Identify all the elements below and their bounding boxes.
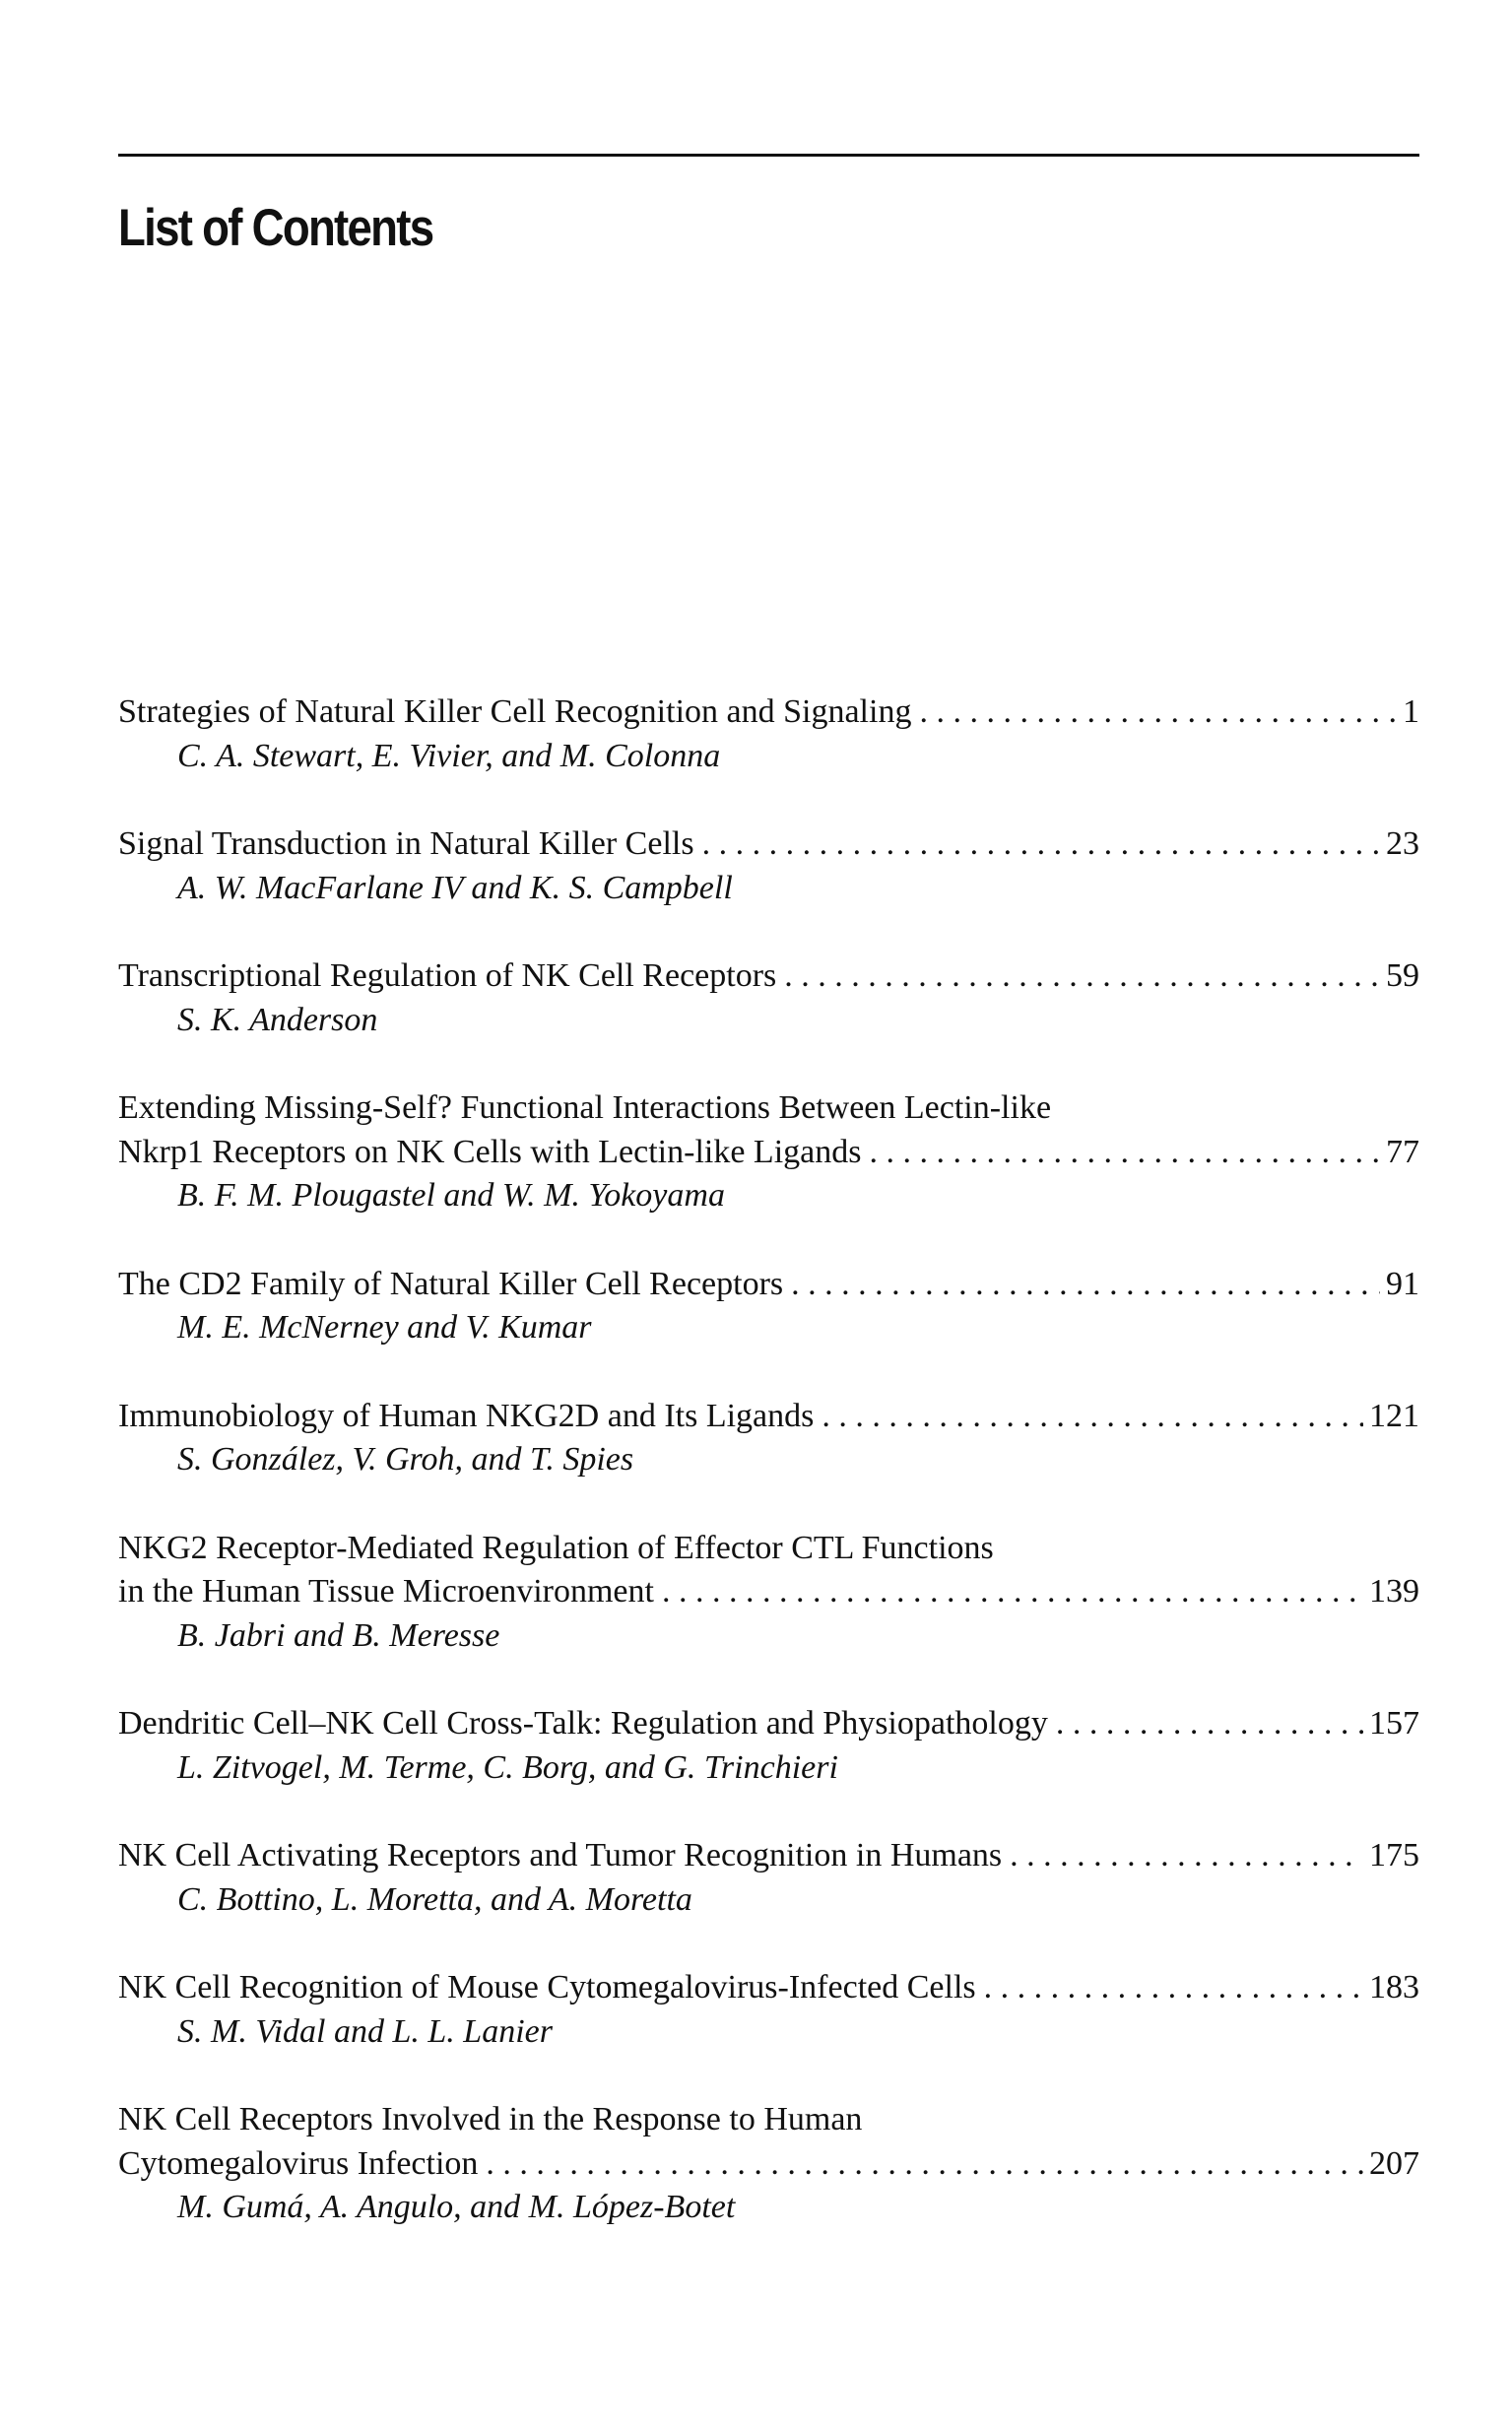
toc-entry-title-row [118, 1570, 1419, 1614]
toc-entry [118, 1966, 1419, 2054]
toc-entry-title-line: NK Cell Receptors Involved in the Response to Human [118, 2101, 863, 2137]
dot-leader [1056, 1702, 1363, 1746]
toc-entry-authors: B. F. M. Plougastel and W. M. Yokoyama [177, 1177, 725, 1214]
toc-entry [118, 1395, 1419, 1482]
toc-entry-authors: L. Zitvogel, M. Terme, C. Borg, and G. Trinchieri [177, 1748, 838, 1786]
toc-entry-title: Cytomegalovirus Infection [118, 2144, 479, 2182]
dot-leader [869, 1131, 1380, 1175]
toc-entry-title: Transcriptional Regulation of NK Cell Receptors [118, 957, 777, 994]
toc-entry-title: Signal Transduction in Natural Killer Cells [118, 825, 694, 862]
toc-entry-title-row [118, 2142, 1419, 2187]
table-of-contents [118, 690, 1419, 2274]
toc-entry [118, 1834, 1419, 1922]
toc-entry-authors: C. Bottino, L. Moretta, and A. Moretta [177, 1880, 692, 1918]
dot-leader [486, 2142, 1363, 2187]
toc-entry-page-number: 59 [1386, 957, 1419, 994]
toc-entry-page-number: 183 [1369, 1969, 1419, 2005]
toc-entry [118, 822, 1419, 910]
toc-entry-page-number: 1 [1403, 693, 1419, 730]
toc-entry-title-line: Extending Missing-Self? Functional Interactions Between Lectin-like [118, 1089, 1052, 1126]
toc-entry-page-number: 77 [1386, 1133, 1419, 1170]
toc-entry-title-row [118, 1263, 1419, 1307]
toc-entry [118, 954, 1419, 1042]
toc-entry-title-row [118, 1834, 1419, 1878]
toc-entry-title-row [118, 1131, 1419, 1175]
toc-entry-authors: A. W. MacFarlane IV and K. S. Campbell [177, 869, 733, 906]
toc-entry-title: NK Cell Activating Receptors and Tumor Recognition in Humans [118, 1837, 1003, 1873]
toc-entry-title: Strategies of Natural Killer Cell Recognition and Signaling [118, 693, 912, 730]
dot-leader [1010, 1834, 1363, 1878]
toc-entry-title: The CD2 Family of Natural Killer Cell Receptors [118, 1265, 784, 1302]
toc-entry [118, 1702, 1419, 1790]
toc-entry-authors: B. Jabri and B. Meresse [177, 1616, 500, 1654]
toc-entry [118, 1263, 1419, 1350]
dot-leader [984, 1966, 1363, 2010]
toc-entry-title-row [118, 822, 1419, 867]
toc-entry-authors: M. E. McNerney and V. Kumar [177, 1309, 592, 1346]
toc-entry-page-number: 121 [1369, 1397, 1419, 1434]
toc-entry-authors: S. González, V. Groh, and T. Spies [177, 1441, 634, 1478]
toc-entry [118, 690, 1419, 778]
dot-leader [702, 822, 1380, 867]
toc-entry-page-number: 91 [1386, 1265, 1419, 1302]
page-title: List of Contents [118, 199, 433, 257]
toc-entry-authors: C. A. Stewart, E. Vivier, and M. Colonna [177, 737, 721, 774]
toc-entry-page-number: 207 [1369, 2144, 1419, 2182]
toc-entry [118, 2098, 1419, 2230]
toc-entry-page-number: 157 [1369, 1705, 1419, 1742]
toc-entry-page-number: 175 [1369, 1837, 1419, 1873]
toc-entry-title: Immunobiology of Human NKG2D and Its Ligands [118, 1397, 815, 1434]
toc-entry-authors: M. Gumá, A. Angulo, and M. López-Botet [177, 2189, 736, 2225]
toc-entry-title-row [118, 1702, 1419, 1746]
toc-entry-page-number: 139 [1369, 1573, 1419, 1610]
toc-entry-authors: S. M. Vidal and L. L. Lanier [177, 2012, 553, 2050]
toc-entry-title-row [118, 690, 1419, 735]
dot-leader [822, 1395, 1363, 1439]
toc-entry-authors: S. K. Anderson [177, 1001, 378, 1038]
dot-leader [662, 1570, 1363, 1614]
toc-entry-title-row [118, 1395, 1419, 1439]
toc-entry-title: Dendritic Cell–NK Cell Cross-Talk: Regulation and Physiopathology [118, 1705, 1048, 1742]
toc-entry-title-row [118, 954, 1419, 999]
toc-entry [118, 1527, 1419, 1659]
dot-leader [784, 954, 1380, 999]
toc-entry-title-line: NKG2 Receptor-Mediated Regulation of Effector CTL Functions [118, 1529, 994, 1566]
toc-entry [118, 1086, 1419, 1218]
toc-entry-title: in the Human Tissue Microenvironment [118, 1573, 654, 1610]
toc-entry-title-row [118, 1966, 1419, 2010]
dot-leader [791, 1263, 1380, 1307]
toc-entry-title: NK Cell Recognition of Mouse Cytomegalovirus-Infected Cells [118, 1969, 976, 2005]
toc-entry-title: Nkrp1 Receptors on NK Cells with Lectin-like Ligands [118, 1133, 862, 1170]
dot-leader [919, 690, 1397, 735]
top-rule [118, 154, 1419, 157]
toc-entry-page-number: 23 [1386, 825, 1419, 862]
